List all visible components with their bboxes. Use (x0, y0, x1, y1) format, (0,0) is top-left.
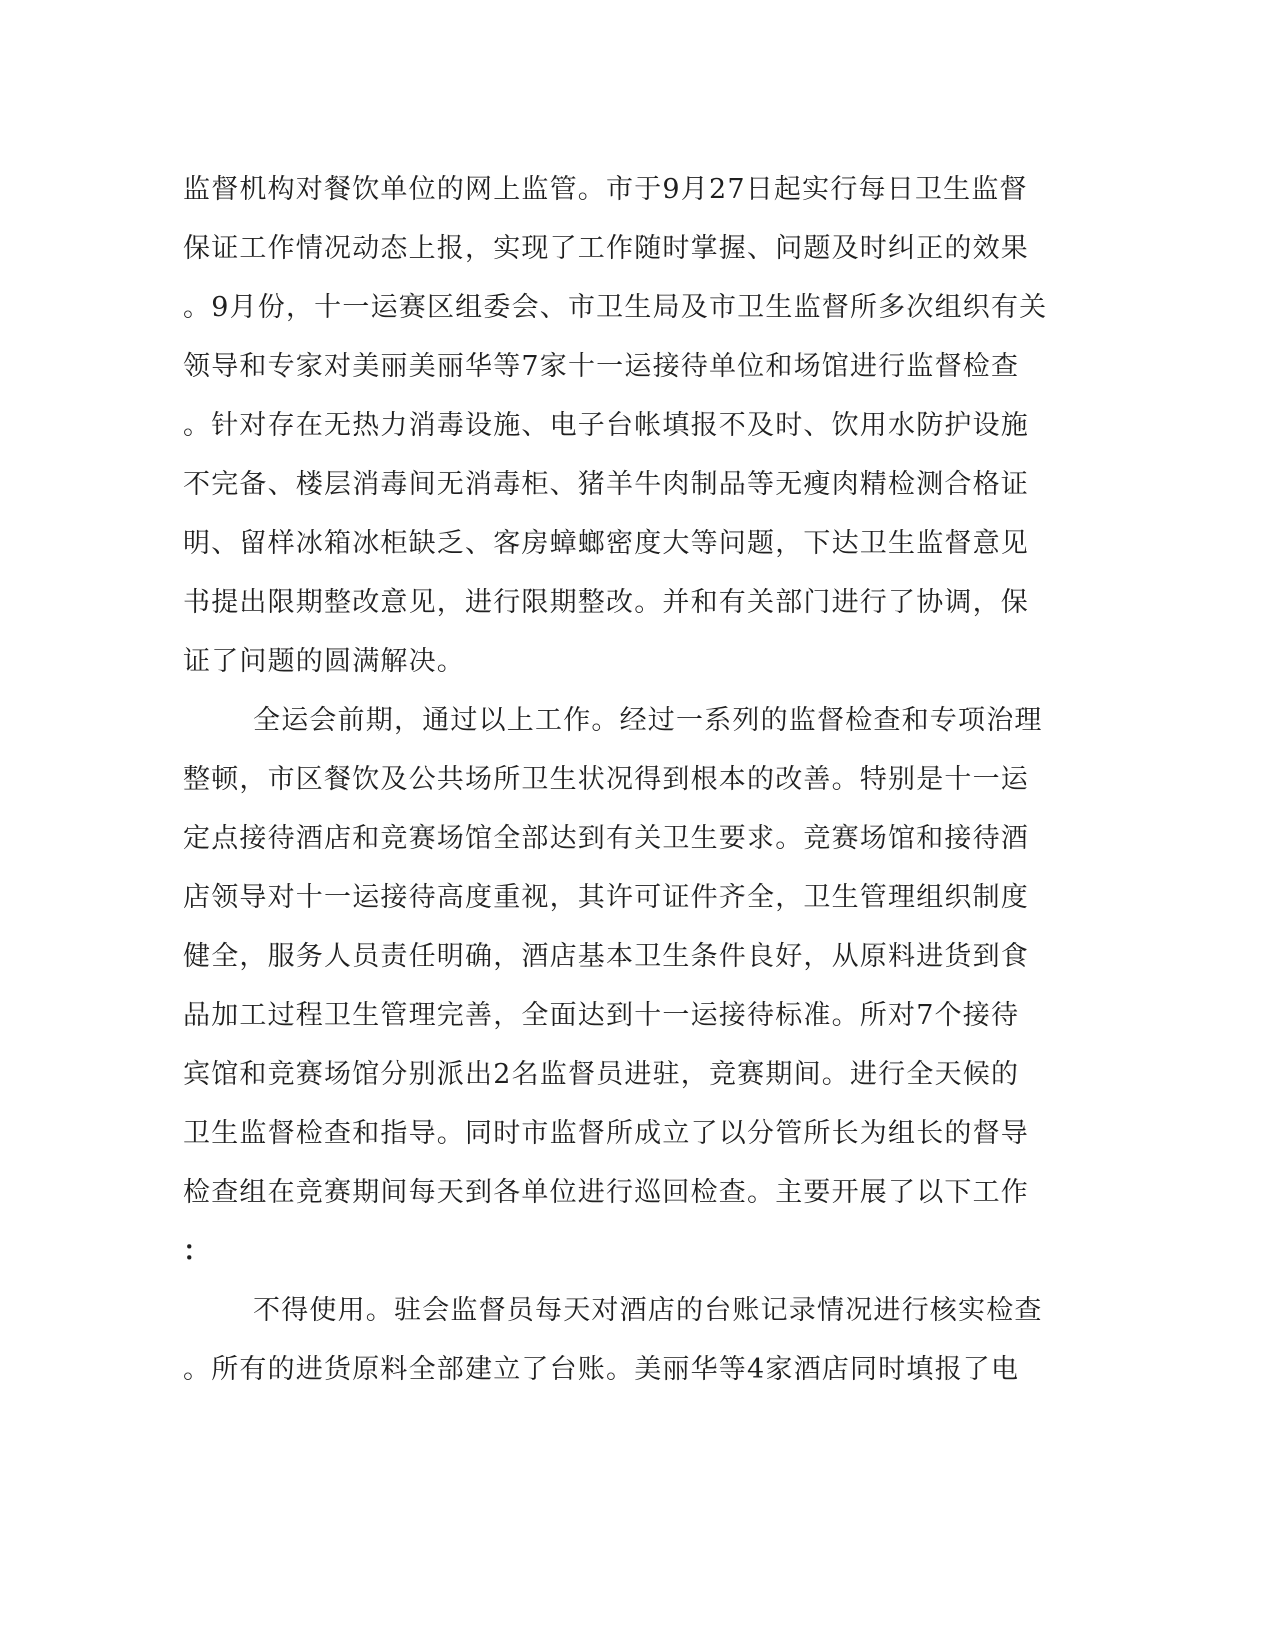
paragraph-start-line: 不得使用。驻会监督员每天对酒店的台账记录情况进行核实检查 (253, 1295, 1043, 1326)
text-line: 。针对存在无热力消毒设施、电子台帐填报不及时、饮用水防护设施 (183, 410, 1029, 441)
text-line: 。所有的进货原料全部建立了台账。美丽华等4家酒店同时填报了电 (183, 1354, 1020, 1385)
text-line: 证了问题的圆满解决。 (183, 646, 465, 677)
text-line: 宾馆和竞赛场馆分别派出2名监督员进驻，竞赛期间。进行全天候的 (183, 1059, 1020, 1090)
text-line: 。9月份，十一运赛区组委会、市卫生局及市卫生监督所多次组织有关 (183, 292, 1048, 323)
text-line: 店领导对十一运接待高度重视，其许可证件齐全，卫生管理组织制度 (183, 882, 1029, 913)
paragraph-start-line: 全运会前期，通过以上工作。经过一系列的监督检查和专项治理 (253, 705, 1043, 736)
text-line: 明、留样冰箱冰柜缺乏、客房蟑螂密度大等问题，下达卫生监督意见 (183, 528, 1029, 559)
text-line: 书提出限期整改意见，进行限期整改。并和有关部门进行了协调，保 (183, 587, 1029, 618)
text-line: 保证工作情况动态上报，实现了工作随时掌握、问题及时纠正的效果 (183, 233, 1029, 264)
text-line: 监督机构对餐饮单位的网上监管。市于9月27日起实行每日卫生监督 (183, 174, 1028, 205)
text-line: 卫生监督检查和指导。同时市监督所成立了以分管所长为组长的督导 (183, 1118, 1029, 1149)
text-line: 检查组在竞赛期间每天到各单位进行巡回检查。主要开展了以下工作 (183, 1177, 1029, 1208)
document-body (183, 160, 1048, 1399)
text-line: 定点接待酒店和竞赛场馆全部达到有关卫生要求。竞赛场馆和接待酒 (183, 823, 1029, 854)
text-line: 不完备、楼层消毒间无消毒柜、猪羊牛肉制品等无瘦肉精检测合格证 (183, 469, 1029, 500)
text-line: ： (183, 1236, 212, 1267)
text-line: 品加工过程卫生管理完善，全面达到十一运接待标准。所对7个接待 (183, 1000, 1020, 1031)
text-line: 领导和专家对美丽美丽华等7家十一运接待单位和场馆进行监督检查 (183, 351, 1020, 382)
text-line: 健全，服务人员责任明确，酒店基本卫生条件良好，从原料进货到食 (183, 941, 1029, 972)
text-line: 整顿，市区餐饮及公共场所卫生状况得到根本的改善。特别是十一运 (183, 764, 1029, 795)
